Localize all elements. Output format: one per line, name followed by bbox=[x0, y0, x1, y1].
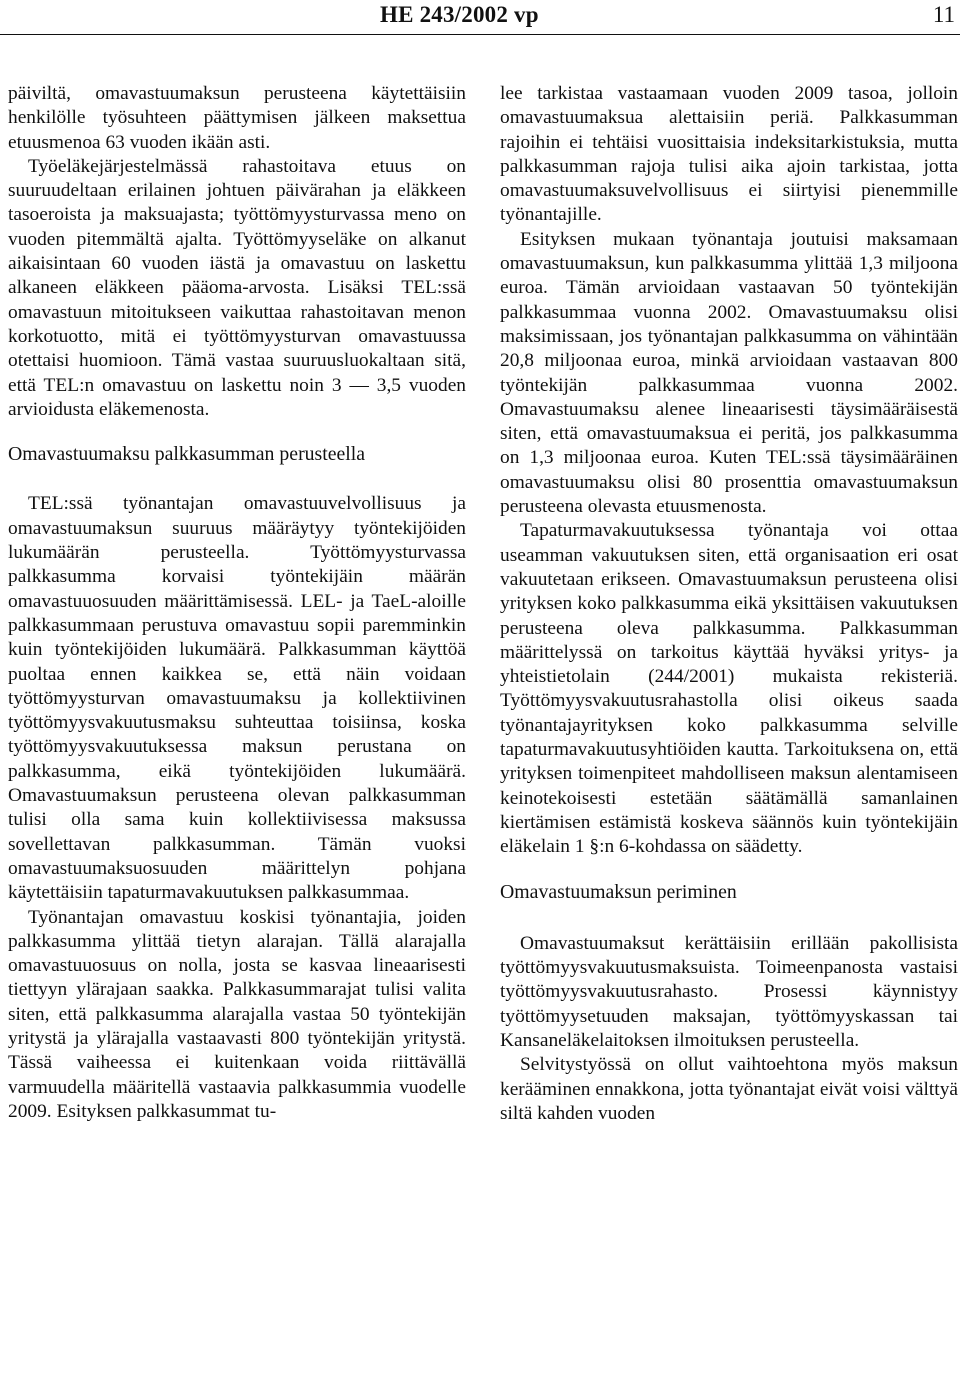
paragraph: lee tarkistaa vastaamaan vuoden 2009 tasoa, jolloin omavastuumaksua alettaisiin periä. Palkkasumman rajoihin ei tehtäisi vuosittaisia indeksitarkistuksia, mutta palkkasumman rajoja tulisi aika ajoin tarkistaa, jotta omavastuumaksuvelvollisuus ei siirtyisi pienemmille työnantajille. bbox=[500, 83, 958, 226]
paragraph: Omavastuumaksut kerättäisiin erillään pakollisista työttömyysvakuutusmaksuista. Toimeenpanosta vastaisi työttömyysvakuutusrahasto. Prosessi käynnistyy työttömyysetuuden maksajan, työttömyyskassan tai Kansaneläkelaitoksen ilmoituksen perusteella. bbox=[500, 932, 958, 1051]
left-column bbox=[8, 82, 466, 1124]
paragraph: Tapaturmavakuutuksessa työnantaja voi ottaa useamman vakuutuksen siten, että organisaation eri osat vakuutetaan erikseen. Omavastuumaksun perusteena olisi yrityksen koko palkkasumma eikä yksittäisen vakuutuksen perusteena oleva palkkasumma. Palkkasumman määrittelyssä on tarkoitus käyttää hyväksi yritys- ja yhteistietolain (244/2001) mukaista rekisteriä. Työttömyysvakuutusrahastolla olisi oikeus saada työnantajayrityksen koko palkkasumma selville tapaturmavakuutusyhtiöiden kautta. Tarkoituksena on, että yrityksen toimenpiteet mahdolliseen maksun alentamiseen keinotekoisesti estetään säätämällä samanlainen kiertämisen estämistä koskeva säännös kuin työntekijäin eläkelain 1 §:n 6-kohdassa on säädetty. bbox=[500, 520, 958, 858]
paragraph: Työnantajan omavastuu koskisi työnantajia, joiden palkkasumma ylittää tietyn alarajan. Tällä alarajalla omavastuuosuus on nolla, josta se kasvaa lineaarisesti tiettyyn ylärajaan saakka. Palkkasummarajat tulisi valita siten, että palkkasumma alarajalla vastaa 50 työntekijän yritystä ja ylärajalla vastaavasti 800 työntekijän yritystä. Tässä vaiheessa ei kuitenkaan voida riittävällä varmuudella määritellä vastaavia palkkasummia vuodelle 2009. Esityksen palkkasummat tu- bbox=[8, 906, 466, 1122]
paragraph: Selvitystyössä on ollut vaihtoehtona myös maksun kerääminen ennakkona, jotta työnantajat eivät voisi välttyä siltä kahden vuoden bbox=[500, 1054, 958, 1124]
paragraph: päiviltä, omavastuumaksun perusteena käytettäisiin henkilölle työsuhteen päättymisen jälkeen maksettua etuusmenoa 63 vuoden ikään asti. bbox=[8, 83, 466, 153]
paragraph: Työeläkejärjestelmässä rahastoitava etuus on suuruudeltaan erilainen johtuen päivärahan ja eläkkeen tasoeroista ja maksuajasta; työttömyysturvassa meno on vuoden pitemmältä ajalta. Työttömyyseläke on alkanut aikaisintaan 60 vuoden iästä ja omavastuu on laskettu alkaneen eläkkeen pääoma-arvosta. Lisäksi TEL:ssä omavastuun mitoitukseen vaikuttaa rahastoitavan menon korkotuotto, mitä ei työttömyysturvan omavastuussa otettaisi huomioon. Tämä vastaa suuruusluokaltaan sitä, että TEL:n omavastuu on laskettu noin 3 — 3,5 vuoden arvioidusta eläkemenosta. bbox=[8, 155, 466, 420]
paragraph: TEL:ssä työnantajan omavastuuvelvollisuus ja omavastuumaksun suuruus määräytyy työntekijöiden lukumäärän perusteella. Työttömyysturvassa palkkasumma korvaisi työntekijäin määrän omavastuuosuuden määrittämisessä. LEL- ja TaeL-aloille palkkasummaan perustuva omavastuu sopii paremminkin kuin työntekijöiden lukumäärä. Palkkasumman käyttöä puoltaa ennen kaikkea se, että näin voidaan työttömyysturvan omavastuumaksu ja kollektiivinen työttömyysvakuutusmaksu suhteuttaa toisiinsa, koska työttömyysvakuutuksessa maksun perustana on palkkasumma, eikä työntekijöiden lukumäärä. Omavastuumaksun perusteena olevan palkkasumman tulisi olla sama kuin kollektiivisessa maksussa sovellettavan palkkasumman. Tämän vuoksi omavastuumaksuosuuden määrittelyn pohjana käytettäisiin tapaturmavakuutuksen palkkasummaa. bbox=[8, 493, 466, 904]
page-header bbox=[0, 0, 960, 34]
page-number: 11 bbox=[932, 2, 955, 27]
document-identifier: HE 243/2002 vp bbox=[380, 2, 539, 27]
right-column bbox=[500, 82, 958, 1126]
section-heading: Omavastuumaksu palkkasumman perusteella bbox=[8, 443, 366, 466]
section-heading: Omavastuumaksun periminen bbox=[500, 880, 737, 903]
header-divider bbox=[0, 34, 960, 35]
paragraph: Esityksen mukaan työnantaja joutuisi maksamaan omavastuumaksun, kun palkkasumma ylittää 1,3 miljoona euroa. Tämän arvioidaan vastaavan 50 työntekijän palkkasummaa vuonna 2002. Omavastuumaksu olisi maksimissaan, jos työnantajan palkkasumma on vähintään 20,8 miljoonaa euroa, minkä arvioidaan vastaavan 800 työntekijän palkkasummaa vuonna 2002. Omavastuumaksu alenee lineaarisesti täysimääräisestä siten, että omavastuumaksua ei peritä, jos palkkasumma on 1,3 miljoonaa euroa. Kuten TEL:ssä täysimääräinen omavastuumaksu olisi 80 prosenttia omavastuumaksun perusteena olevasta etuusmenosta. bbox=[500, 228, 958, 518]
